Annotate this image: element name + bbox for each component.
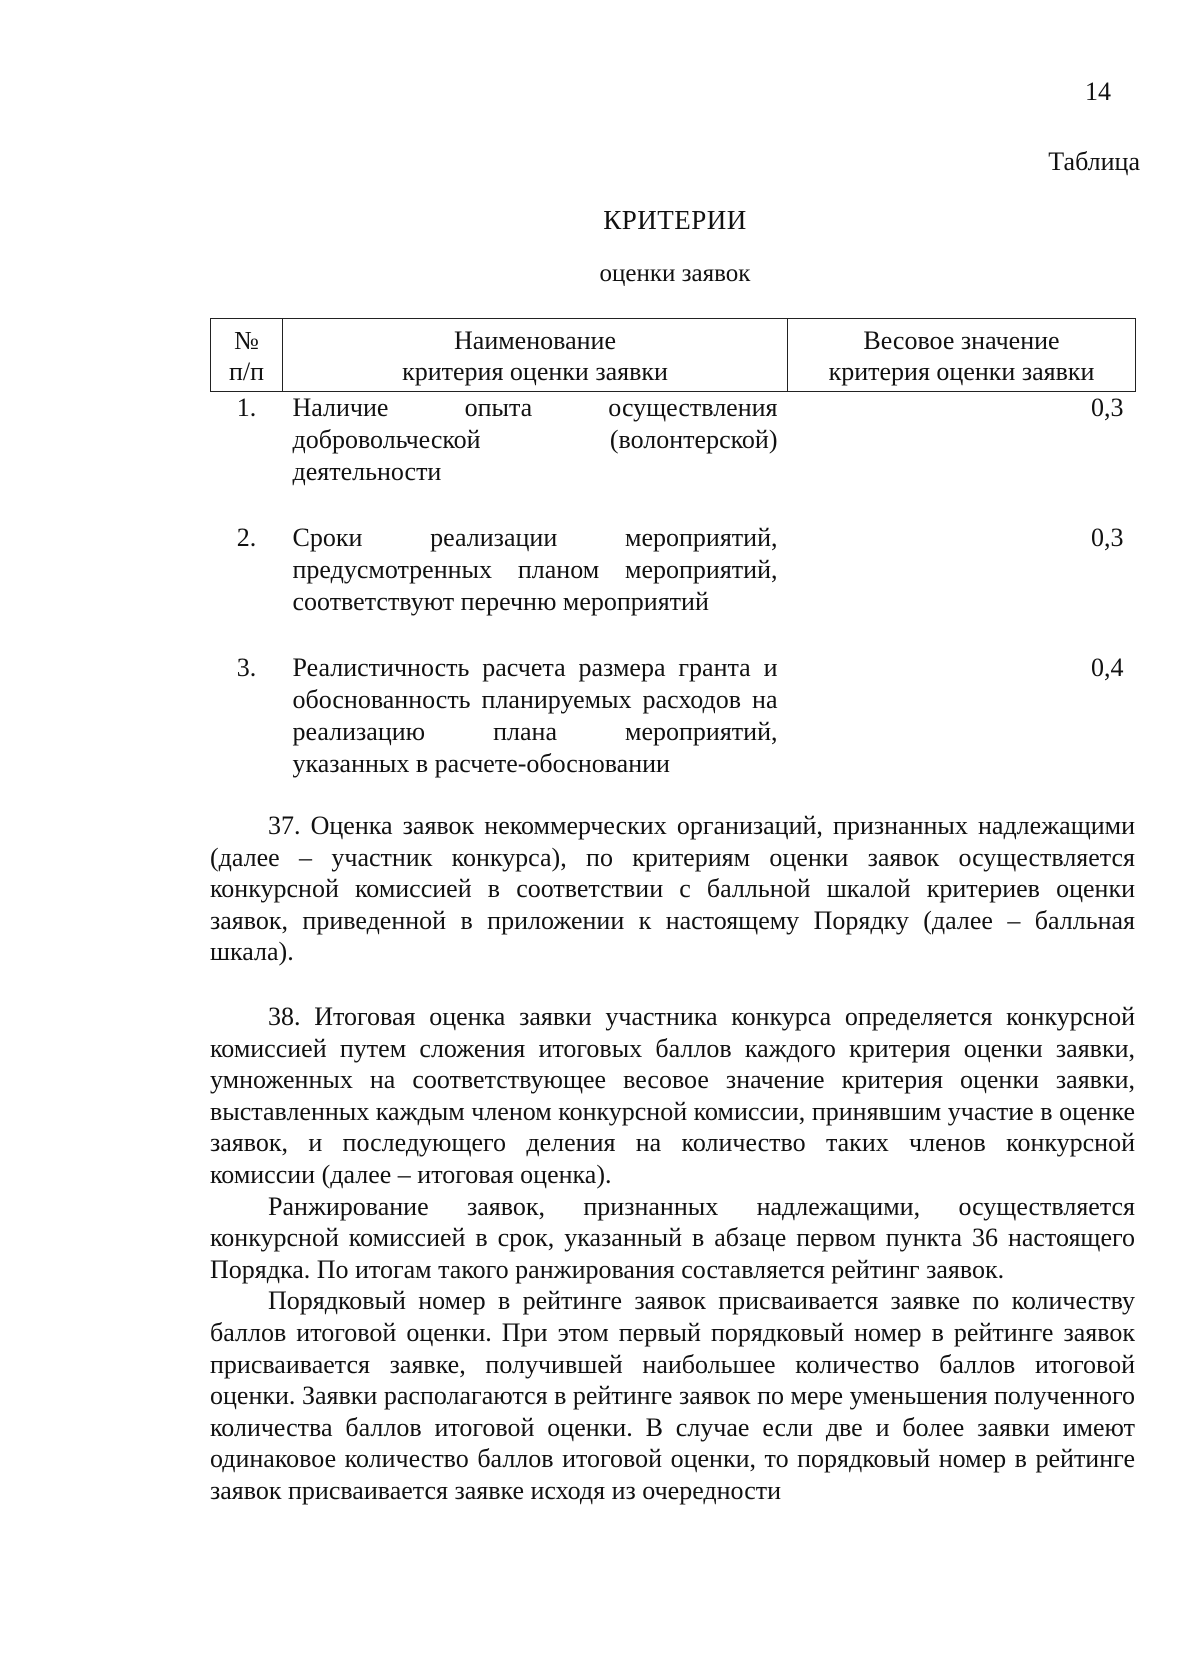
paragraph-38: 38. Итоговая оценка заявки участника конкурса определяется конкурсной комиссией путем сложения итоговых баллов каждого критерия оценки заявки, умноженных на соответствующее весовое значение критерия оценки заявки, выставленных каждым членом конкурсной комиссии, принявшим участие в оценке заявок, и последующего деления на количество таких членов конкурсной комиссии (далее – итоговая оценка). — [210, 1001, 1135, 1189]
header-weight — [788, 319, 1136, 392]
page-number: 14 — [1085, 77, 1111, 106]
row-criterion-name: Сроки реализации мероприятий, предусмотренных планом мероприятий, соответствуют перечню мероприятий — [292, 523, 778, 616]
table-header — [211, 319, 1136, 392]
table-row — [211, 522, 1136, 618]
header-name-line-1: Наименование — [454, 326, 616, 355]
row-number: 2. — [236, 523, 257, 552]
paragraph-order-number: Порядковый номер в рейтинге заявок присваивается заявке по количеству баллов итоговой оценки. При этом первый порядковый номер в рейтинге заявок присваивается заявке, получившей наибольшее количество баллов итоговой оценки. Заявки располагаются в рейтинге заявок по мере уменьшения полученного количества баллов итоговой оценки. В случае если две и более заявки имеют одинаковое количество баллов итоговой оценки, то порядковый номер в рейтинге заявок присваивается заявке исходя из очередности — [210, 1286, 1135, 1505]
header-num — [211, 319, 283, 392]
header-name-line-2: критерия оценки заявки — [402, 357, 668, 386]
header-num-line-1: № — [234, 326, 259, 355]
row-criterion-name: Наличие опыта осуществления добровольческой (волонтерской) деятельности — [292, 393, 778, 486]
table-caption: Таблица — [1048, 147, 1140, 176]
criteria-table — [210, 318, 1136, 780]
header-name — [283, 319, 788, 392]
row-criterion-name: Реалистичность расчета размера гранта и обоснованность планируемых расходов на реализацию плана мероприятий, указанных в расчете-обосновании — [292, 653, 778, 778]
body-text — [210, 810, 1135, 1506]
document-subtitle: оценки заявок — [599, 260, 751, 287]
table-row — [211, 652, 1136, 780]
row-weight-value: 0,3 — [1091, 523, 1124, 552]
row-number: 3. — [236, 653, 257, 682]
header-weight-line-2: критерия оценки заявки — [828, 357, 1095, 386]
row-number: 1. — [236, 393, 257, 422]
header-weight-line-1: Весовое значение — [863, 326, 1060, 355]
paragraph-37: 37. Оценка заявок некоммерческих организаций, признанных надлежащими (далее – участник конкурса), по критериям оценки заявок осуществляется конкурсной комиссией в соответствии с балльной шкалой критериев оценки заявок, приведенной в приложении к настоящему Порядку (далее – балльная шкала). — [210, 811, 1135, 967]
document-title: КРИТЕРИИ — [603, 205, 747, 235]
header-num-line-2: п/п — [228, 357, 265, 386]
paragraph-ranking: Ранжирование заявок, признанных надлежащими, осуществляется конкурсной комиссией в срок, указанный в абзаце первом пункта 36 настоящего Порядка. По итогам такого ранжирования составляется рейтинг заявок. — [210, 1191, 1135, 1284]
table-row — [211, 392, 1136, 489]
row-weight-value: 0,4 — [1091, 653, 1124, 682]
row-weight-value: 0,3 — [1091, 393, 1124, 422]
